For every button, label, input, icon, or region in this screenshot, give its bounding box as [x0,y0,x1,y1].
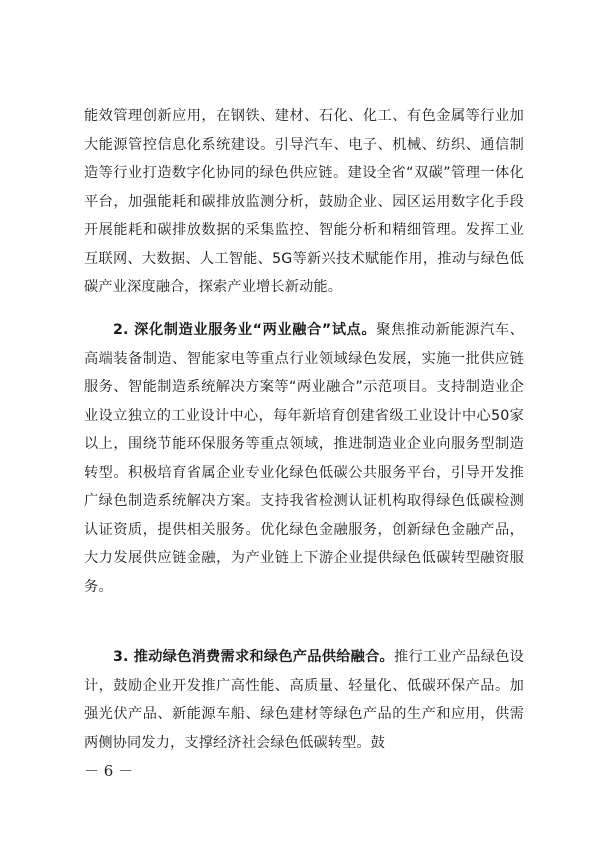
paragraph-heading: 2. 深化制造业服务业“两业融合”试点。 [113,322,377,338]
paragraph-green-consumption [84,643,524,757]
paragraph-text: 能效管理创新应用，在钢铁、建材、石化、化工、有色金属等行业加大能源管控信息化系统建设。引导汽车、电子、机械、纺织、通信制造等行业打造数字化协同的绿色供应链。建设全省“双碳”管理一体化平台，加强能耗和碳排放监测分析，鼓励企业、园区运用数字化手段开展能耗和碳排放数据的采集监控、智能分析和精细管理。发挥工业互联网、大数据、人工智能、5G等新兴技术赋能作用，推动与绿色低碳产业深度融合，探索产业增长新动能。 [84,108,524,295]
paragraph-text: 推行工业产品绿色设计，鼓励企业开发推广高性能、高质量、轻量化、低碳环保产品。加强光伏产品、新能源车船、绿色建材等绿色产品的生产和应用，供需两侧协同发力，支撑经济社会绿色低碳转型。鼓 [84,649,524,751]
page-number: － 6 － [84,762,134,780]
paragraph-text: 聚焦推动新能源汽车、高端装备制造、智能家电等重点行业领域绿色发展，实施一批供应链服务、智能制造系统解决方案等“两业融合”示范项目。支持制造业企业设立独立的工业设计中心，每年新培育创建省级工业设计中心50家以上，围绕节能环保服务等重点领域，推进制造业企业向服务型制造转型。积极培育省属企业专业化绿色低碳公共服务平台，引导开发推广绿色制造系统解决方案。支持我省检测认证机构取得绿色低碳检测认证资质，提供相关服务。优化绿色金融服务，创新绿色金融产品，大力发展供应链金融，为产业链上下游企业提供绿色低碳转型融资服务。 [84,322,524,595]
paragraph-two-industry-integration [84,316,524,601]
paragraph-continuation [84,102,524,302]
paragraph-heading: 3. 推动绿色消费需求和绿色产品供给融合。 [113,649,394,665]
